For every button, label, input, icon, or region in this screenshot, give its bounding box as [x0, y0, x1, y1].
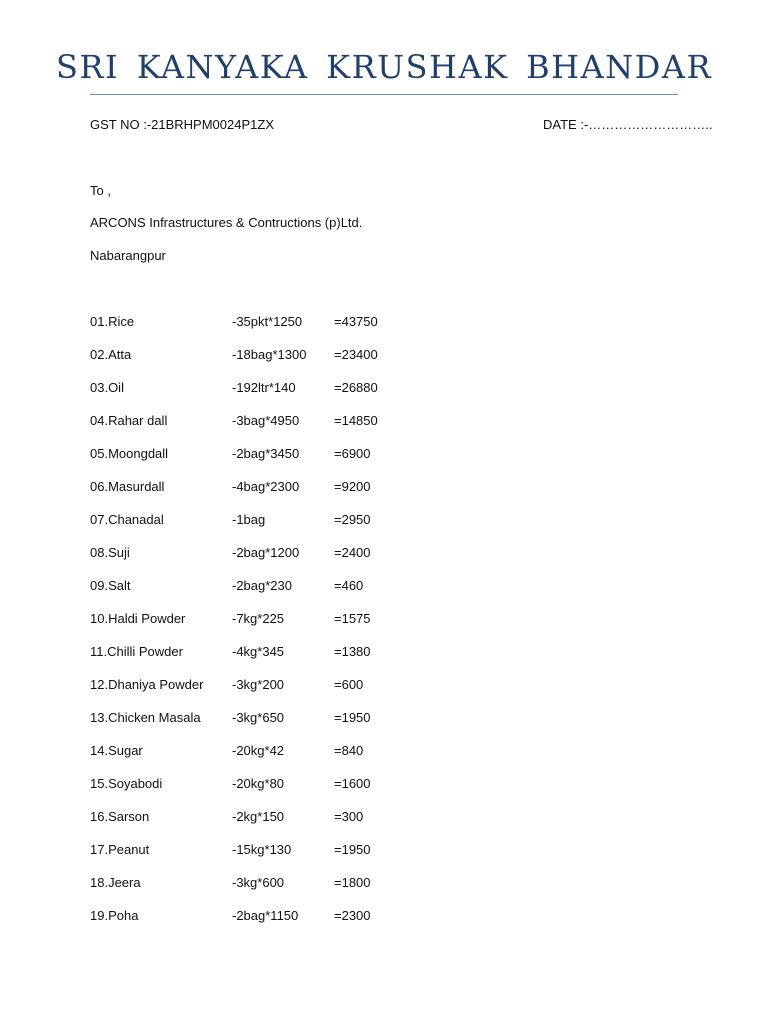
item-amount: =2300 — [334, 908, 371, 923]
shop-title: SRI KANYAKA KRUSHAK BHANDAR — [55, 48, 713, 86]
list-item — [90, 677, 490, 710]
title-divider — [90, 94, 678, 95]
item-amount: =840 — [334, 743, 364, 758]
item-quantity: -4bag*2300 — [232, 479, 300, 494]
item-quantity: -3kg*650 — [232, 710, 285, 725]
gst-number: GST NO :-21BRHPM0024P1ZX — [90, 117, 274, 132]
item-name: 02.Atta — [90, 347, 132, 362]
item-amount: =1575 — [334, 611, 371, 626]
item-quantity: -18bag*1300 — [232, 347, 307, 362]
list-item — [90, 776, 490, 809]
item-name: 19.Poha — [90, 908, 139, 923]
list-item — [90, 512, 490, 545]
list-item — [90, 446, 490, 479]
item-quantity: -3kg*600 — [232, 875, 285, 890]
item-amount: =460 — [334, 578, 364, 593]
item-name: 18.Jeera — [90, 875, 141, 890]
item-amount: =26880 — [334, 380, 378, 395]
item-name: 06.Masurdall — [90, 479, 165, 494]
recipient-city: Nabarangpur — [90, 248, 166, 263]
item-list — [90, 314, 490, 941]
recipient-to: To , — [90, 183, 111, 198]
item-quantity: -2bag*1200 — [232, 545, 300, 560]
item-name: 08.Suji — [90, 545, 130, 560]
item-quantity: -3bag*4950 — [232, 413, 300, 428]
date-field: DATE :-……………………….. — [543, 117, 713, 132]
list-item — [90, 710, 490, 743]
item-name: 10.Haldi Powder — [90, 611, 186, 626]
item-name: 16.Sarson — [90, 809, 150, 824]
item-name: 05.Moongdall — [90, 446, 169, 461]
item-amount: =1800 — [334, 875, 371, 890]
item-quantity: -2kg*150 — [232, 809, 285, 824]
item-name: 17.Peanut — [90, 842, 150, 857]
list-item — [90, 743, 490, 776]
item-quantity: -35pkt*1250 — [232, 314, 303, 329]
list-item — [90, 809, 490, 842]
list-item — [90, 644, 490, 677]
item-name: 13.Chicken Masala — [90, 710, 201, 725]
list-item — [90, 380, 490, 413]
list-item — [90, 611, 490, 644]
item-name: 14.Sugar — [90, 743, 143, 758]
item-quantity: -3kg*200 — [232, 677, 285, 692]
item-amount: =14850 — [334, 413, 378, 428]
item-quantity: -1bag — [232, 512, 266, 527]
item-quantity: -2bag*230 — [232, 578, 292, 593]
item-amount: =600 — [334, 677, 364, 692]
item-quantity: -20kg*42 — [232, 743, 285, 758]
list-item — [90, 347, 490, 380]
item-name: 09.Salt — [90, 578, 131, 593]
item-name: 07.Chanadal — [90, 512, 164, 527]
item-amount: =2950 — [334, 512, 371, 527]
item-quantity: -2bag*1150 — [232, 908, 299, 923]
item-quantity: -15kg*130 — [232, 842, 292, 857]
list-item — [90, 578, 490, 611]
item-amount: =43750 — [334, 314, 378, 329]
item-name: 01.Rice — [90, 314, 135, 329]
list-item — [90, 314, 490, 347]
item-name: 04.Rahar dall — [90, 413, 168, 428]
list-item — [90, 545, 490, 578]
item-name: 12.Dhaniya Powder — [90, 677, 204, 692]
item-amount: =6900 — [334, 446, 371, 461]
item-quantity: -20kg*80 — [232, 776, 285, 791]
list-item — [90, 842, 490, 875]
list-item — [90, 413, 490, 446]
item-amount: =1600 — [334, 776, 371, 791]
list-item — [90, 908, 490, 941]
item-amount: =1380 — [334, 644, 371, 659]
item-amount: =2400 — [334, 545, 371, 560]
item-name: 03.Oil — [90, 380, 124, 395]
item-quantity: -7kg*225 — [232, 611, 285, 626]
item-amount: =9200 — [334, 479, 371, 494]
item-amount: =1950 — [334, 710, 371, 725]
recipient-company: ARCONS Infrastructures & Contructions (p)Ltd. — [90, 215, 363, 230]
item-amount: =300 — [334, 809, 364, 824]
item-quantity: -4kg*345 — [232, 644, 285, 659]
item-quantity: -192ltr*140 — [232, 380, 296, 395]
list-item — [90, 479, 490, 512]
item-name: 11.Chilli Powder — [90, 644, 183, 659]
item-amount: =23400 — [334, 347, 378, 362]
item-quantity: -2bag*3450 — [232, 446, 300, 461]
item-name: 15.Soyabodi — [90, 776, 163, 791]
item-amount: =1950 — [334, 842, 371, 857]
list-item — [90, 875, 490, 908]
